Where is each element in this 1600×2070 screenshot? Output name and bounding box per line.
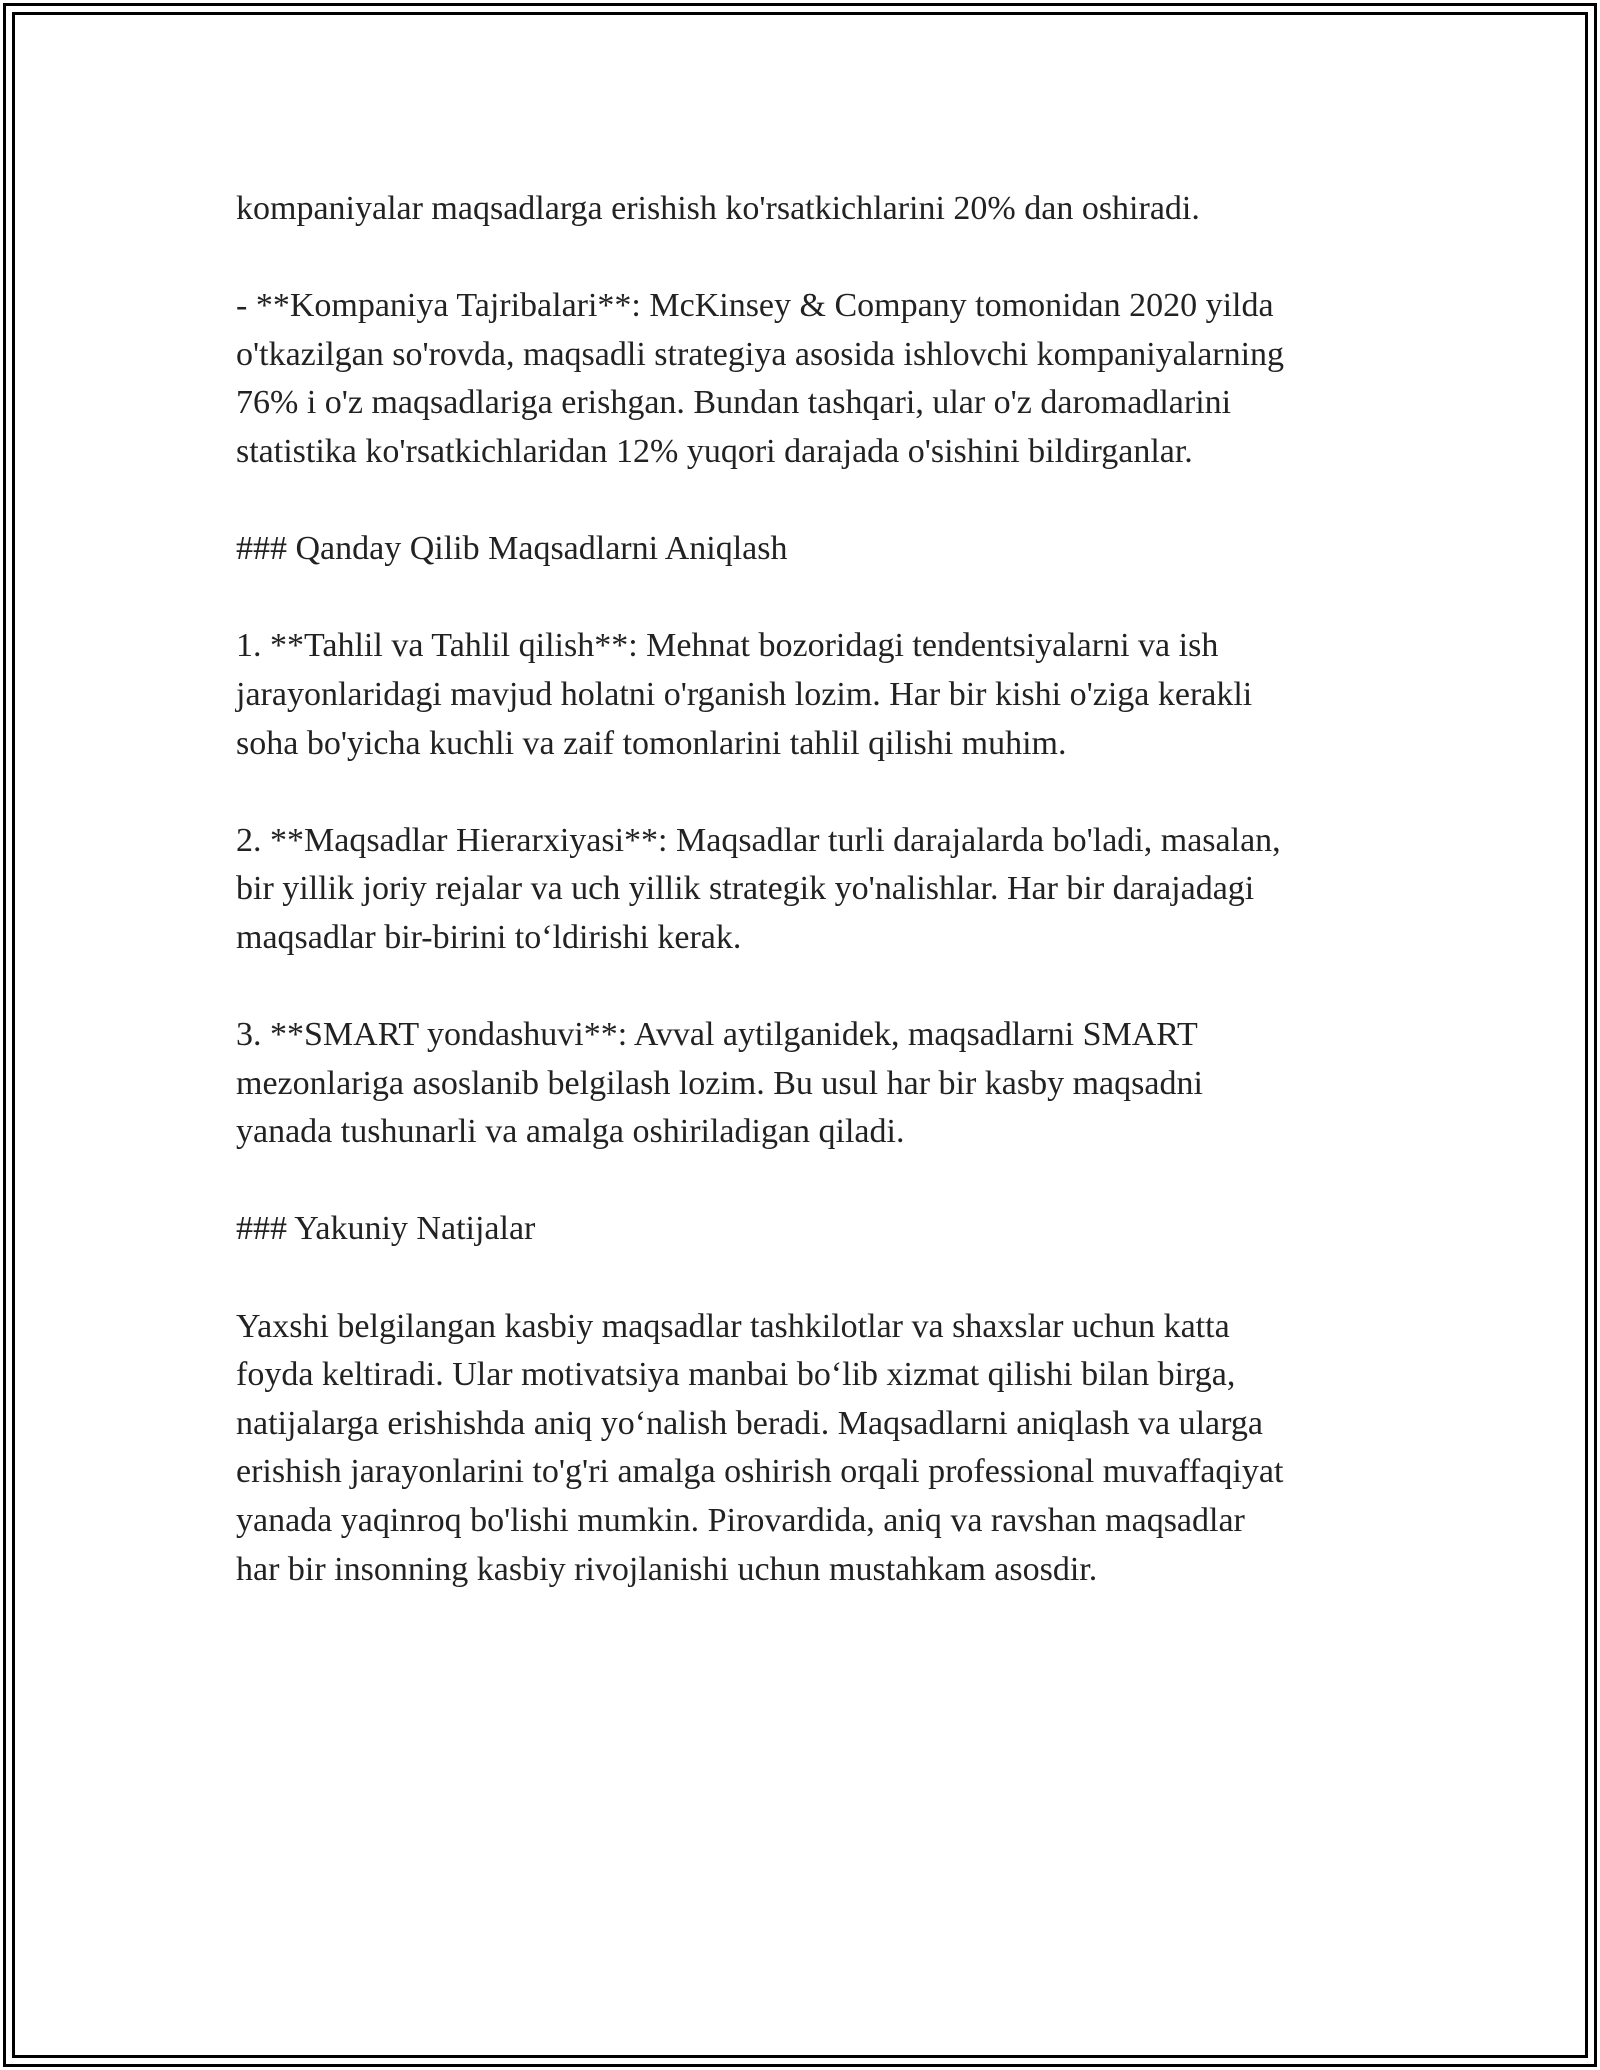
list-item-analysis: 1. **Tahlil va Tahlil qilish**: Mehnat bozoridagi tendentsiyalarni va ish jarayonlaridagi mavjud holatni o'rganish lozim. Har bir kishi o'ziga kerakli soha bo'yicha kuchli va zaif tomonlarini tahlil qilishi muhim. [236, 627, 1253, 762]
paragraph-company-experience: - **Kompaniya Tajribalari**: McKinsey & Company tomonidan 2020 yilda o'tkazilgan so'rovda, maqsadli strategiya asosida ishlovchi kompaniyalarning 76% i o'z maqsadlariga erishgan. Bundan tashqari, ular o'z daromadlarini statistika ko'rsatkichlaridan 12% yuqori darajada o'sishini bildirganlar. [236, 287, 1285, 470]
section-heading-final-results: ### Yakuniy Natijalar [236, 1210, 536, 1248]
section-heading-defining-goals: ### Qanday Qilib Maqsadlarni Aniqlash [236, 530, 788, 568]
list-item-smart-approach: 3. **SMART yondashuvi**: Avval aytilganidek, maqsadlarni SMART mezonlariga asoslanib belgilash lozim. Bu usul har bir kasby maqsadni yanada tushunarli va amalga oshiriladigan qiladi. [236, 1016, 1203, 1151]
paragraph-conclusion: Yaxshi belgilangan kasbiy maqsadlar tashkilotlar va shaxslar uchun katta foyda keltiradi. Ular motivatsiya manbai bo‘lib xizmat qilishi bilan birga, natijalarga erishishda aniq yo‘nalish beradi. Maqsadlarni aniqlash va ularga erishish jarayonlarini to'g'ri amalga oshirish orqali professional muvaffaqiyat yanada yaqinroq bo'lishi mumkin. Pirovardida, aniq va ravshan maqsadlar har bir insonning kasbiy rivojlanishi uchun mustahkam asosdir. [236, 1307, 1284, 1588]
document-body [236, 185, 1406, 1594]
list-item-goal-hierarchy: 2. **Maqsadlar Hierarxiyasi**: Maqsadlar turli darajalarda bo'ladi, masalan, bir yillik joriy rejalar va uch yillik strategik yo'nalishlar. Har bir darajadagi maqsadlar bir-birini to‘ldirishi kerak. [236, 821, 1281, 956]
paragraph-intro-continuation: kompaniyalar maqsadlarga erishish ko'rsatkichlarini 20% dan oshiradi. [236, 190, 1200, 227]
